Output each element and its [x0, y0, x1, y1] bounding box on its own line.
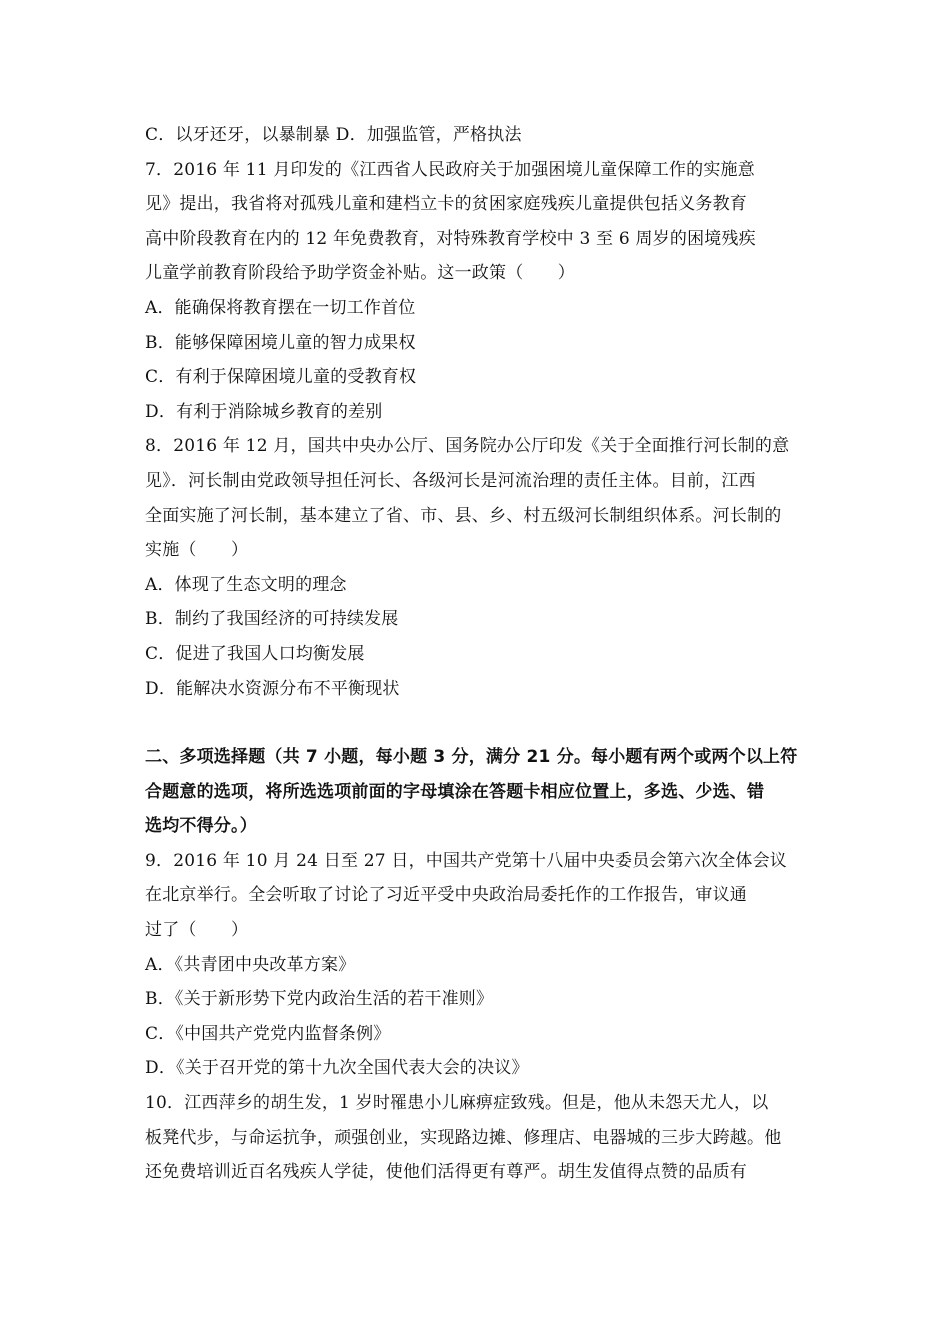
question-8-option-b: B．制约了我国经济的可持续发展	[145, 609, 399, 630]
question-9-option-c: C．《中国共产党党内监督条例》	[145, 1023, 391, 1044]
section-2-heading-line-2: 合题意的选项，将所选选项前面的字母填涂在答题卡相应位置上，多选、少选、错	[145, 781, 765, 802]
question-9-option-b: B．《关于新形势下党内政治生活的若干准则》	[145, 989, 494, 1010]
question-8-line-2: 见》．河长制由党政领导担任河长、各级河长是河流治理的责任主体。目前，江西	[145, 470, 756, 491]
question-7-option-c: C．有利于保障困境儿童的受教育权	[145, 367, 417, 388]
section-2-heading-line-3: 选均不得分。）	[145, 816, 257, 837]
question-8-line-4: 实施（ ）	[145, 540, 249, 561]
question-10-line-1: 10．江西萍乡的胡生发，1 岁时罹患小儿麻痹症致残。但是，他从未怨天尤人，以	[145, 1093, 769, 1114]
question-10	[145, 1086, 815, 1190]
question-8-option-d: D．能解决水资源分布不平衡现状	[145, 678, 400, 699]
question-7-line-1: 7．2016 年 11 月印发的《江西省人民政府关于加强困境儿童保障工作的实施意	[145, 159, 755, 180]
question-10-line-2: 板凳代步，与命运抗争，顽强创业，实现路边摊、修理店、电器城的三步大跨越。他	[145, 1127, 782, 1148]
question-7-option-d: D．有利于消除城乡教育的差别	[145, 401, 383, 422]
question-9-option-d: D．《关于召开党的第十九次全国代表大会的决议》	[145, 1058, 529, 1079]
question-9	[145, 844, 815, 1086]
exam-page	[145, 118, 815, 1190]
question-8-line-3: 全面实施了河长制，基本建立了省、市、县、乡、村五级河长制组织体系。河长制的	[145, 505, 782, 526]
question-7-option-b: B．能够保障困境儿童的智力成果权	[145, 332, 416, 353]
q6-options-cd: C．以牙还牙，以暴制暴 D．加强监管，严格执法	[145, 125, 522, 145]
question-9-option-a: A．《共青团中央改革方案》	[145, 954, 356, 975]
question-7	[145, 153, 815, 430]
question-10-line-3: 还免费培训近百名残疾人学徒，使他们活得更有尊严。胡生发值得点赞的品质有	[145, 1162, 747, 1183]
question-7-line-4: 儿童学前教育阶段给予助学资金补贴。这一政策（ ）	[145, 263, 575, 284]
question-8	[145, 429, 815, 706]
question-7-line-3: 高中阶段教育在内的 12 年免费教育，对特殊教育学校中 3 至 6 周岁的困境残疾	[145, 228, 756, 249]
section-2-heading-line-1: 二、多项选择题（共 7 小题，每小题 3 分，满分 21 分。每小题有两个或两个以上符	[145, 747, 798, 768]
question-8-option-c: C．促进了我国人口均衡发展	[145, 643, 365, 664]
section-spacer	[145, 706, 815, 740]
section-2-heading	[145, 740, 815, 844]
question-9-line-2: 在北京举行。全会听取了讨论了习近平受中央政治局委托作的工作报告，审议通	[145, 885, 747, 906]
question-7-line-2: 见》提出，我省将对孤残儿童和建档立卡的贫困家庭残疾儿童提供包括义务教育	[145, 194, 747, 215]
question-8-option-a: A．体现了生态文明的理念	[145, 574, 347, 595]
question-9-line-1: 9．2016 年 10 月 24 日至 27 日，中国共产党第十八届中央委员会第六次全体会议	[145, 850, 788, 871]
question-8-line-1: 8．2016 年 12 月，国共中央办公厅、国务院办公厅印发《关于全面推行河长制的意	[145, 436, 790, 457]
question-9-line-3: 过了（ ）	[145, 920, 249, 941]
question-7-option-a: A．能确保将教育摆在一切工作首位	[145, 297, 416, 318]
